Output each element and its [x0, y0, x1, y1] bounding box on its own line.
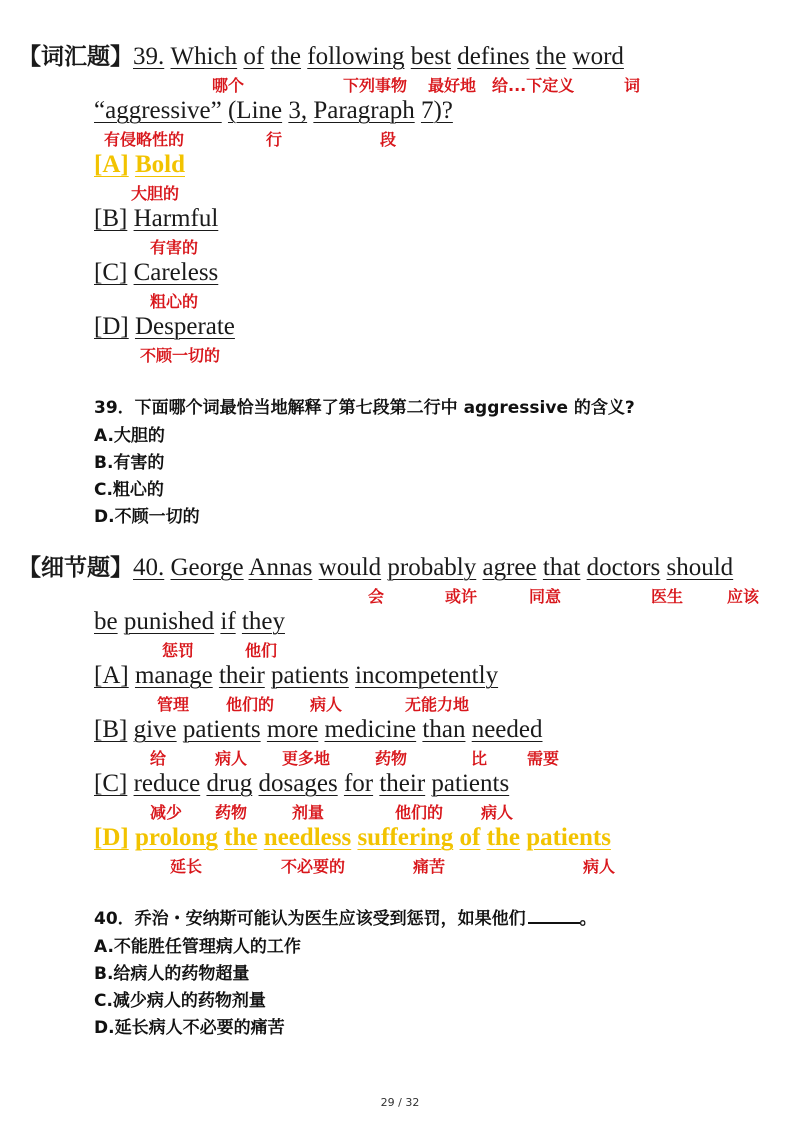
option-text: Harmful [133, 205, 219, 232]
gloss: 药物 [375, 749, 408, 768]
word: patients [431, 770, 510, 797]
page-total: 32 [405, 1096, 420, 1109]
word: more [266, 716, 319, 743]
gloss: 比 [471, 749, 488, 768]
word: if [220, 608, 236, 635]
word: that [542, 554, 581, 581]
word: for [343, 770, 374, 797]
word: 3, [288, 97, 308, 124]
word: defines [457, 43, 530, 70]
word: the [535, 43, 567, 70]
gloss: 行 [266, 130, 283, 149]
q40-cn-option: C.减少病人的药物剂量 [94, 991, 266, 1011]
gloss: 他们 [245, 641, 278, 660]
option-text: Desperate [134, 313, 235, 340]
word: Paragraph [313, 97, 415, 124]
gloss: 无能力地 [405, 695, 470, 714]
option-text: Careless [133, 259, 219, 286]
word: be [94, 608, 118, 635]
gloss: 粗心的 [150, 292, 199, 311]
word: suffering [357, 824, 454, 851]
q39-option-c [94, 258, 218, 288]
word: their [218, 662, 265, 689]
q39-number: 39. [133, 43, 165, 70]
word: Which [170, 43, 238, 70]
gloss: 段 [380, 130, 397, 149]
q39-option-d [94, 312, 235, 342]
word: give [133, 716, 177, 743]
word: “aggressive” [94, 97, 222, 124]
gloss: 或许 [445, 587, 478, 606]
answer-blank [528, 922, 580, 924]
page-footer [0, 1096, 800, 1109]
q39-cn-option: B.有害的 [94, 453, 165, 473]
q40-option-d [94, 823, 611, 853]
gloss: 给 [150, 749, 167, 768]
q39-cn-option: A.大胆的 [94, 426, 165, 446]
word: prolong [134, 824, 218, 851]
q40-stem-line1 [18, 553, 733, 583]
word: Annas [248, 554, 313, 581]
gloss: 减少 [150, 803, 183, 822]
word: the [486, 824, 520, 851]
q39-cn-title: 39．下面哪个词最恰当地解释了第七段第二行中 aggressive 的含义? [94, 398, 635, 418]
option-letter: [C] [94, 770, 128, 797]
gloss: 最好地 [428, 76, 477, 95]
word: of [243, 43, 265, 70]
gloss: 大胆的 [131, 184, 180, 203]
word: punished [123, 608, 215, 635]
word: word [572, 43, 624, 70]
q39-cn-option: D.不顾一切的 [94, 507, 200, 527]
option-letter: [D] [94, 824, 129, 851]
word: (Line [227, 97, 283, 124]
q40-tag: 【细节题】 [18, 555, 133, 581]
gloss: 不必要的 [281, 857, 346, 876]
option-letter: [B] [94, 716, 128, 743]
word: of [459, 824, 481, 851]
q40-cn-option: D.延长病人不必要的痛苦 [94, 1018, 285, 1038]
word: patients [182, 716, 261, 743]
gloss: 痛苦 [413, 857, 446, 876]
gloss: 词 [624, 76, 641, 95]
gloss: 有侵略性的 [104, 130, 185, 149]
q39-option-b [94, 204, 218, 234]
gloss: 剂量 [292, 803, 325, 822]
option-letter: [A] [94, 662, 129, 689]
gloss: 管理 [157, 695, 190, 714]
word: drug [206, 770, 253, 797]
gloss: 他们的 [226, 695, 275, 714]
q40-cn-title-text: 40．乔治・安纳斯可能认为医生应该受到惩罚，如果他们 [94, 909, 526, 929]
gloss: 有害的 [150, 238, 199, 257]
word: following [307, 43, 405, 70]
word: agree [482, 554, 537, 581]
gloss: 需要 [527, 749, 560, 768]
option-letter: [B] [94, 205, 128, 232]
word: their [379, 770, 426, 797]
word: doctors [586, 554, 661, 581]
q40-cn-title [94, 908, 597, 930]
word: the [270, 43, 302, 70]
gloss: 下列事物 [343, 76, 408, 95]
gloss: 病人 [583, 857, 616, 876]
word: incompetently [355, 662, 499, 689]
word: needed [471, 716, 543, 743]
word: patients [526, 824, 611, 851]
word: George [170, 554, 244, 581]
option-text: Bold [134, 151, 185, 178]
word: 7)? [420, 97, 453, 124]
word: reduce [133, 770, 201, 797]
gloss: 应该 [727, 587, 760, 606]
gloss: 惩罚 [162, 641, 195, 660]
word: would [318, 554, 382, 581]
word: probably [387, 554, 477, 581]
gloss: 延长 [170, 857, 203, 876]
gloss: 病人 [481, 803, 514, 822]
q40-option-c [94, 769, 509, 799]
gloss: 药物 [215, 803, 248, 822]
gloss: 同意 [529, 587, 562, 606]
word: patients [271, 662, 349, 689]
q40-cn-option: B.给病人的药物超量 [94, 964, 250, 984]
q40-option-a [94, 661, 498, 691]
q40-number: 40. [133, 554, 165, 581]
gloss: 病人 [215, 749, 248, 768]
word: medicine [324, 716, 417, 743]
gloss: 病人 [310, 695, 343, 714]
gloss: 不顾一切的 [140, 346, 221, 365]
gloss: 医生 [651, 587, 684, 606]
word: best [410, 43, 452, 70]
q40-option-b [94, 715, 543, 745]
word: the [224, 824, 258, 851]
q39-option-a [94, 150, 185, 180]
page-number: 29 [380, 1096, 395, 1109]
word: dosages [258, 770, 338, 797]
word: needless [263, 824, 352, 851]
option-letter: [C] [94, 259, 128, 286]
q40-cn-option: A.不能胜任管理病人的工作 [94, 937, 301, 957]
gloss: 哪个 [212, 76, 245, 95]
page-separator: / [398, 1096, 402, 1109]
word: should [666, 554, 734, 581]
option-letter: [A] [94, 151, 129, 178]
q40-cn-title-end: 。 [579, 909, 597, 929]
q39-stem-line1 [18, 42, 624, 72]
word: than [422, 716, 466, 743]
q40-stem-line2 [94, 607, 285, 637]
gloss: 给...下定义 [492, 76, 575, 95]
gloss: 他们的 [395, 803, 444, 822]
gloss: 会 [368, 587, 385, 606]
q39-stem-line2 [94, 96, 453, 126]
option-letter: [D] [94, 313, 129, 340]
q39-tag: 【词汇题】 [18, 44, 133, 70]
gloss: 更多地 [282, 749, 331, 768]
word: manage [134, 662, 213, 689]
word: they [241, 608, 285, 635]
q39-cn-option: C.粗心的 [94, 480, 164, 500]
